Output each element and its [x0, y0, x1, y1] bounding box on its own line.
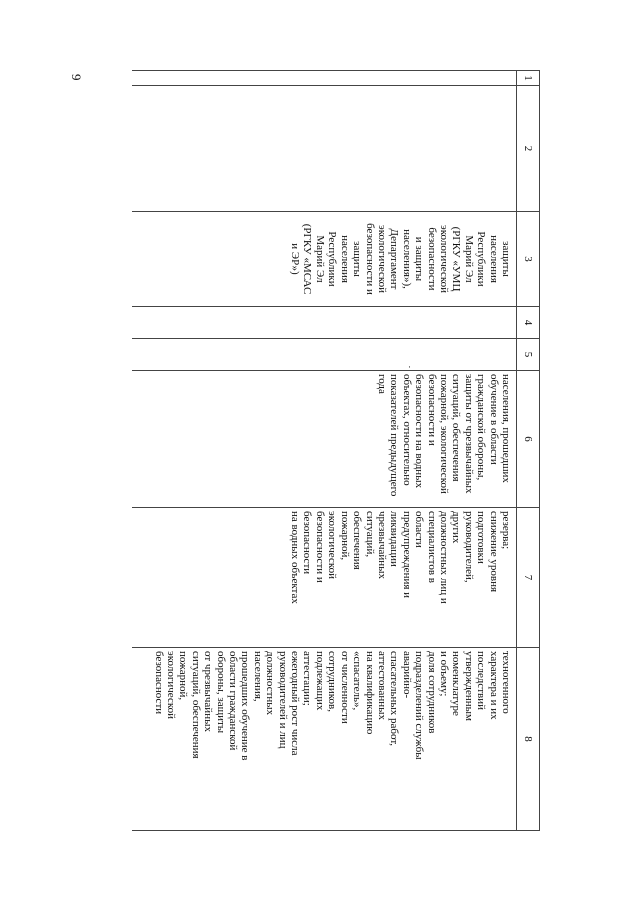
cell-line: подлежащих	[313, 651, 326, 711]
cell-line: сотрудников,	[326, 651, 339, 712]
cell-line: безопасности	[152, 651, 165, 715]
cell-col-1	[132, 71, 517, 86]
scan-speck: ·	[408, 362, 411, 372]
col-header-7: 7	[517, 508, 540, 648]
cell-line: защиты от чрезвычайных	[462, 374, 475, 494]
cell-line: населения,	[251, 651, 264, 702]
cell-line: должностных	[264, 651, 277, 716]
cell-line: доля сотрудников	[425, 651, 438, 734]
cell-line: предупреждения и	[400, 511, 413, 599]
cell-line: должностных лиц и	[437, 511, 450, 604]
header-row	[517, 71, 540, 831]
cell-line: экологической	[326, 511, 339, 579]
cell-line: и объему;	[437, 651, 450, 697]
col-header-2: 2	[517, 86, 540, 212]
cell-line: экологической	[375, 225, 388, 293]
cell-col-6-description	[132, 371, 517, 508]
cell-line: обеспечения	[351, 511, 364, 570]
cell-line: руководителей и лиц	[276, 651, 289, 749]
cell-line: (РГКУ «МСАС	[301, 223, 314, 295]
cell-line: специалистов в	[425, 511, 438, 583]
cell-line: аварийно-	[400, 651, 413, 699]
cell-line: (РГКУ «УМЦ	[450, 226, 463, 292]
cell-line: снижение уровня	[487, 511, 500, 593]
cell-line: руководителей,	[462, 511, 475, 583]
cell-line: ликвидации	[388, 511, 401, 567]
cell-line: населения, прошедших	[500, 374, 512, 483]
cell-line: безопасности и	[363, 223, 376, 295]
cell-line: пожарной,	[177, 651, 190, 701]
cell-line: населения	[487, 235, 500, 283]
cell-line: техногенного	[500, 651, 512, 714]
cell-line: безопасности	[425, 227, 438, 291]
cell-line: объектах, относительно	[400, 374, 413, 486]
cell-line: гражданской обороны,	[475, 374, 488, 481]
cell-col-5	[132, 339, 517, 371]
cell-line: безопасности	[301, 511, 314, 575]
cell-line: чрезвычайных	[375, 511, 388, 580]
cell-line: населения	[338, 235, 351, 283]
col-header-6: 6	[517, 371, 540, 508]
col-header-3: 3	[517, 212, 540, 307]
col-header-4: 4	[517, 307, 540, 339]
cell-col-2	[132, 86, 517, 212]
cell-line: экологической	[165, 651, 178, 719]
cell-col-8-indicators	[132, 648, 517, 831]
rotated-table-container	[110, 70, 540, 830]
cell-line: подразделений службы	[413, 651, 426, 760]
cell-col-7-risks	[132, 508, 517, 648]
cell-line: номенклатуре	[450, 651, 463, 716]
cell-line: обороны, защиты	[214, 651, 227, 734]
cell-line: характера и их	[487, 651, 500, 720]
cell-line: защиты	[500, 241, 512, 277]
cell-line: безопасности и	[313, 511, 326, 583]
cell-line: ежегодный рост числа	[289, 651, 302, 756]
cell-line: пожарной, экологической	[437, 374, 450, 494]
cell-line: населения»),	[400, 229, 413, 289]
cell-line: ситуаций,	[363, 511, 376, 558]
cell-line: области гражданской	[227, 651, 240, 751]
cell-line: экологической	[437, 225, 450, 293]
col-header-5: 5	[517, 339, 540, 371]
cell-line: пожарной,	[338, 511, 351, 561]
cell-line: аттестованных	[375, 651, 388, 721]
cell-line: безопасности и	[425, 374, 438, 446]
cell-line: последствий	[475, 651, 488, 711]
cell-line: от чрезвычайных	[202, 651, 215, 732]
page-number: 9	[69, 74, 84, 81]
col-header-1: 1	[517, 71, 540, 86]
cell-line: Марий Эл	[313, 235, 326, 283]
cell-line: показателей предыдущего	[388, 374, 401, 497]
cell-line: на водных объектах	[289, 511, 302, 604]
cell-line: аттестации;	[301, 651, 314, 706]
data-table	[132, 70, 540, 831]
cell-line: и ЭР»)	[289, 243, 302, 275]
cell-line: прошедших обучение в	[239, 651, 252, 761]
cell-line: ситуаций, обеспечения	[450, 374, 463, 482]
cell-col-3-responsible	[132, 212, 517, 307]
cell-line: и защиты	[413, 236, 426, 282]
cell-line: Республики	[326, 231, 339, 287]
cell-line: на квалификацию	[363, 651, 376, 735]
cell-line: года	[375, 374, 388, 394]
cell-line: Марий Эл	[462, 235, 475, 283]
cell-line: области	[413, 511, 426, 548]
cell-line: от численности	[338, 651, 351, 724]
cell-col-4	[132, 307, 517, 339]
cell-line: обучение в области	[487, 374, 500, 465]
cell-line: защиты	[351, 241, 364, 277]
cell-line: Республики	[475, 231, 488, 287]
table-row	[132, 71, 517, 831]
cell-line: безопасности на водных	[413, 374, 426, 489]
cell-line: Департамент	[388, 228, 401, 290]
cell-line: утвержденным	[462, 651, 475, 722]
col-header-8: 8	[517, 648, 540, 831]
cell-line: подготовки	[475, 511, 488, 564]
cell-line: ситуаций, обеспечения	[189, 651, 202, 759]
cell-line: спасательных работ,	[388, 651, 401, 747]
cell-line: «спасатель»,	[351, 651, 364, 711]
cell-line: резерва;	[500, 511, 512, 550]
cell-line: других	[450, 511, 463, 544]
